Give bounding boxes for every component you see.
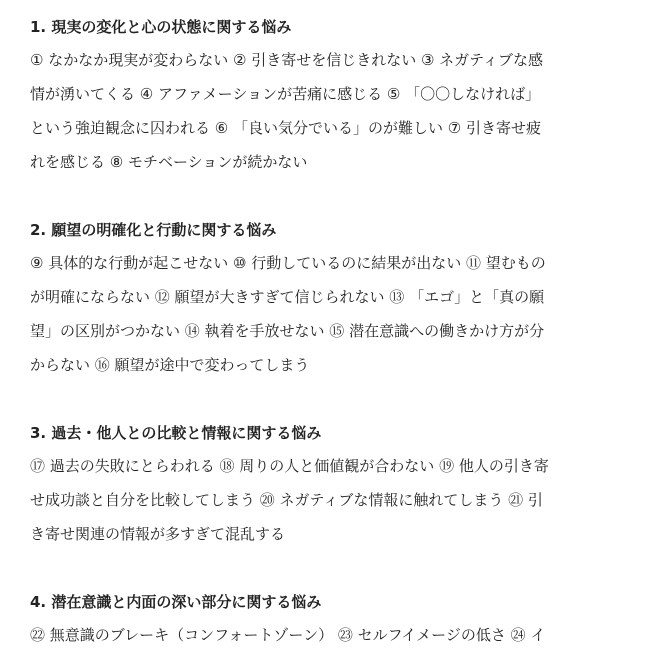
section-heading: 1. 現実の変化と心の状態に関する悩み [30, 18, 292, 36]
section-heading: 2. 願望の明確化と行動に関する悩み [30, 221, 277, 239]
section-heading: 3. 過去・他人との比較と情報に関する悩み [30, 424, 322, 442]
body-line: ⑨ 具体的な行動が起こせない ⑩ 行動しているのに結果が出ない ⑪ 望むもの [30, 254, 546, 272]
body-line: き寄せ関連の情報が多すぎて混乱する [30, 525, 286, 543]
section-body [30, 246, 620, 382]
section-body [30, 449, 620, 551]
body-line: ⑰ 過去の失敗にとらわれる ⑱ 周りの人と価値観が合わない ⑲ 他人の引き寄 [30, 457, 549, 475]
section-body [30, 618, 620, 652]
body-line: れを感じる ⑧ モチベーションが続かない [30, 153, 308, 171]
body-line: ㉒ 無意識のブレーキ（コンフォートゾーン） ㉓ セルフイメージの低さ ㉔ イ [30, 626, 546, 644]
section-3 [30, 423, 620, 543]
section-2 [30, 220, 620, 374]
body-line: せ成功談と自分を比較してしまう ⑳ ネガティブな情報に触れてしまう ㉑ 引 [30, 491, 543, 509]
body-line: からない ⑯ 願望が途中で変わってしまう [30, 356, 310, 374]
body-line: ① なかなか現実が変わらない ② 引き寄せを信じきれない ③ ネガティブな感 [30, 51, 543, 69]
section-heading: 4. 潜在意識と内面の深い部分に関する悩み [30, 593, 322, 611]
section-1 [30, 17, 620, 171]
body-line: 望」の区別がつかない ⑭ 執着を手放せない ⑮ 潜在意識への働きかけ方が分 [30, 322, 545, 340]
body-line: が明確にならない ⑫ 願望が大きすぎて信じられない ⑬ 「エゴ」と「真の願 [30, 288, 545, 306]
body-line: という強迫観念に囚われる ⑥ 「良い気分でいる」のが難しい ⑦ 引き寄せ疲 [30, 119, 541, 137]
body-line: 情が湧いてくる ④ アファメーションが苦痛に感じる ⑤ 「〇〇しなければ」 [30, 85, 541, 103]
section-body [30, 43, 620, 179]
section-4 [30, 592, 620, 644]
